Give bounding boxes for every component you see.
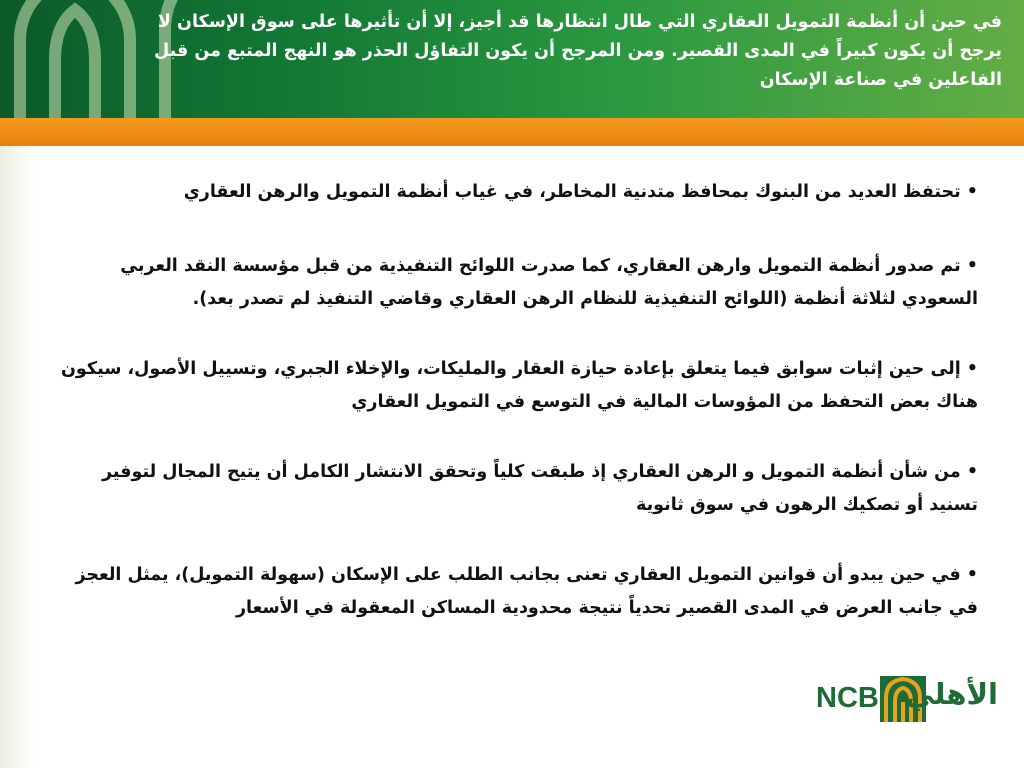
accent-bar xyxy=(0,118,1024,146)
logo-latin-text: NCB xyxy=(816,682,879,714)
bullet-item: • إلى حين إثبات سوابق فيما يتعلق بإعادة حيازة العقار والمليكات، والإخلاء الجبري، وتسييل الأصول، سيكون هناك بعض التحفظ من المؤوسات المالية في التوسع في التمويل العقاري xyxy=(60,359,978,412)
bullet-item: • تحتفظ العديد من البنوك بمحافظ متدنية المخاطر، في غياب أنظمة التمويل والرهن العقاري xyxy=(183,182,978,202)
logo-arabic-text: الأهلي xyxy=(905,677,998,711)
bullet-item: • في حين يبدو أن قوانين التمويل العقاري تعنى بجانب الطلب على الإسكان (سهولة التمويل)، يمثل العجز في جانب العرض في المدى القصير تحدياً نتيجة محدودية المساكن المعقولة في الأسعار xyxy=(75,565,978,618)
bullet-item: • من شأن أنظمة التمويل و الرهن العقاري إذ طبقت كلياً وتحقق الانتشار الكامل أن يتيح المجال لتوفير تسنيد أو تصكيك الرهون في سوق ثانوية xyxy=(102,462,978,515)
bullet-list xyxy=(60,176,978,662)
ncb-logo xyxy=(816,676,1002,724)
slide-title: في حين أن أنظمة التمويل العقاري التي طال انتظارها قد أجيز، إلا أن تأثيرها على سوق الإسكان لا يرجح أن يكون كبيراً في المدى القصير. ومن المرجح أن يكون التفاؤل الحذر هو النهج المتبع من قبل الفاعلين في صناعة الإسكان xyxy=(154,12,1002,90)
bullet-item: • تم صدور أنظمة التمويل وارهن العقاري، كما صدرت اللوائح التنفيذية من قبل مؤسسة النقد العربي السعودي لثلاثة أنظمة (اللوائح التنفيذية للنظام الرهن العقاري وقاضي التنفيذ لم تصدر بعد). xyxy=(120,256,978,309)
header-banner xyxy=(0,0,1024,118)
